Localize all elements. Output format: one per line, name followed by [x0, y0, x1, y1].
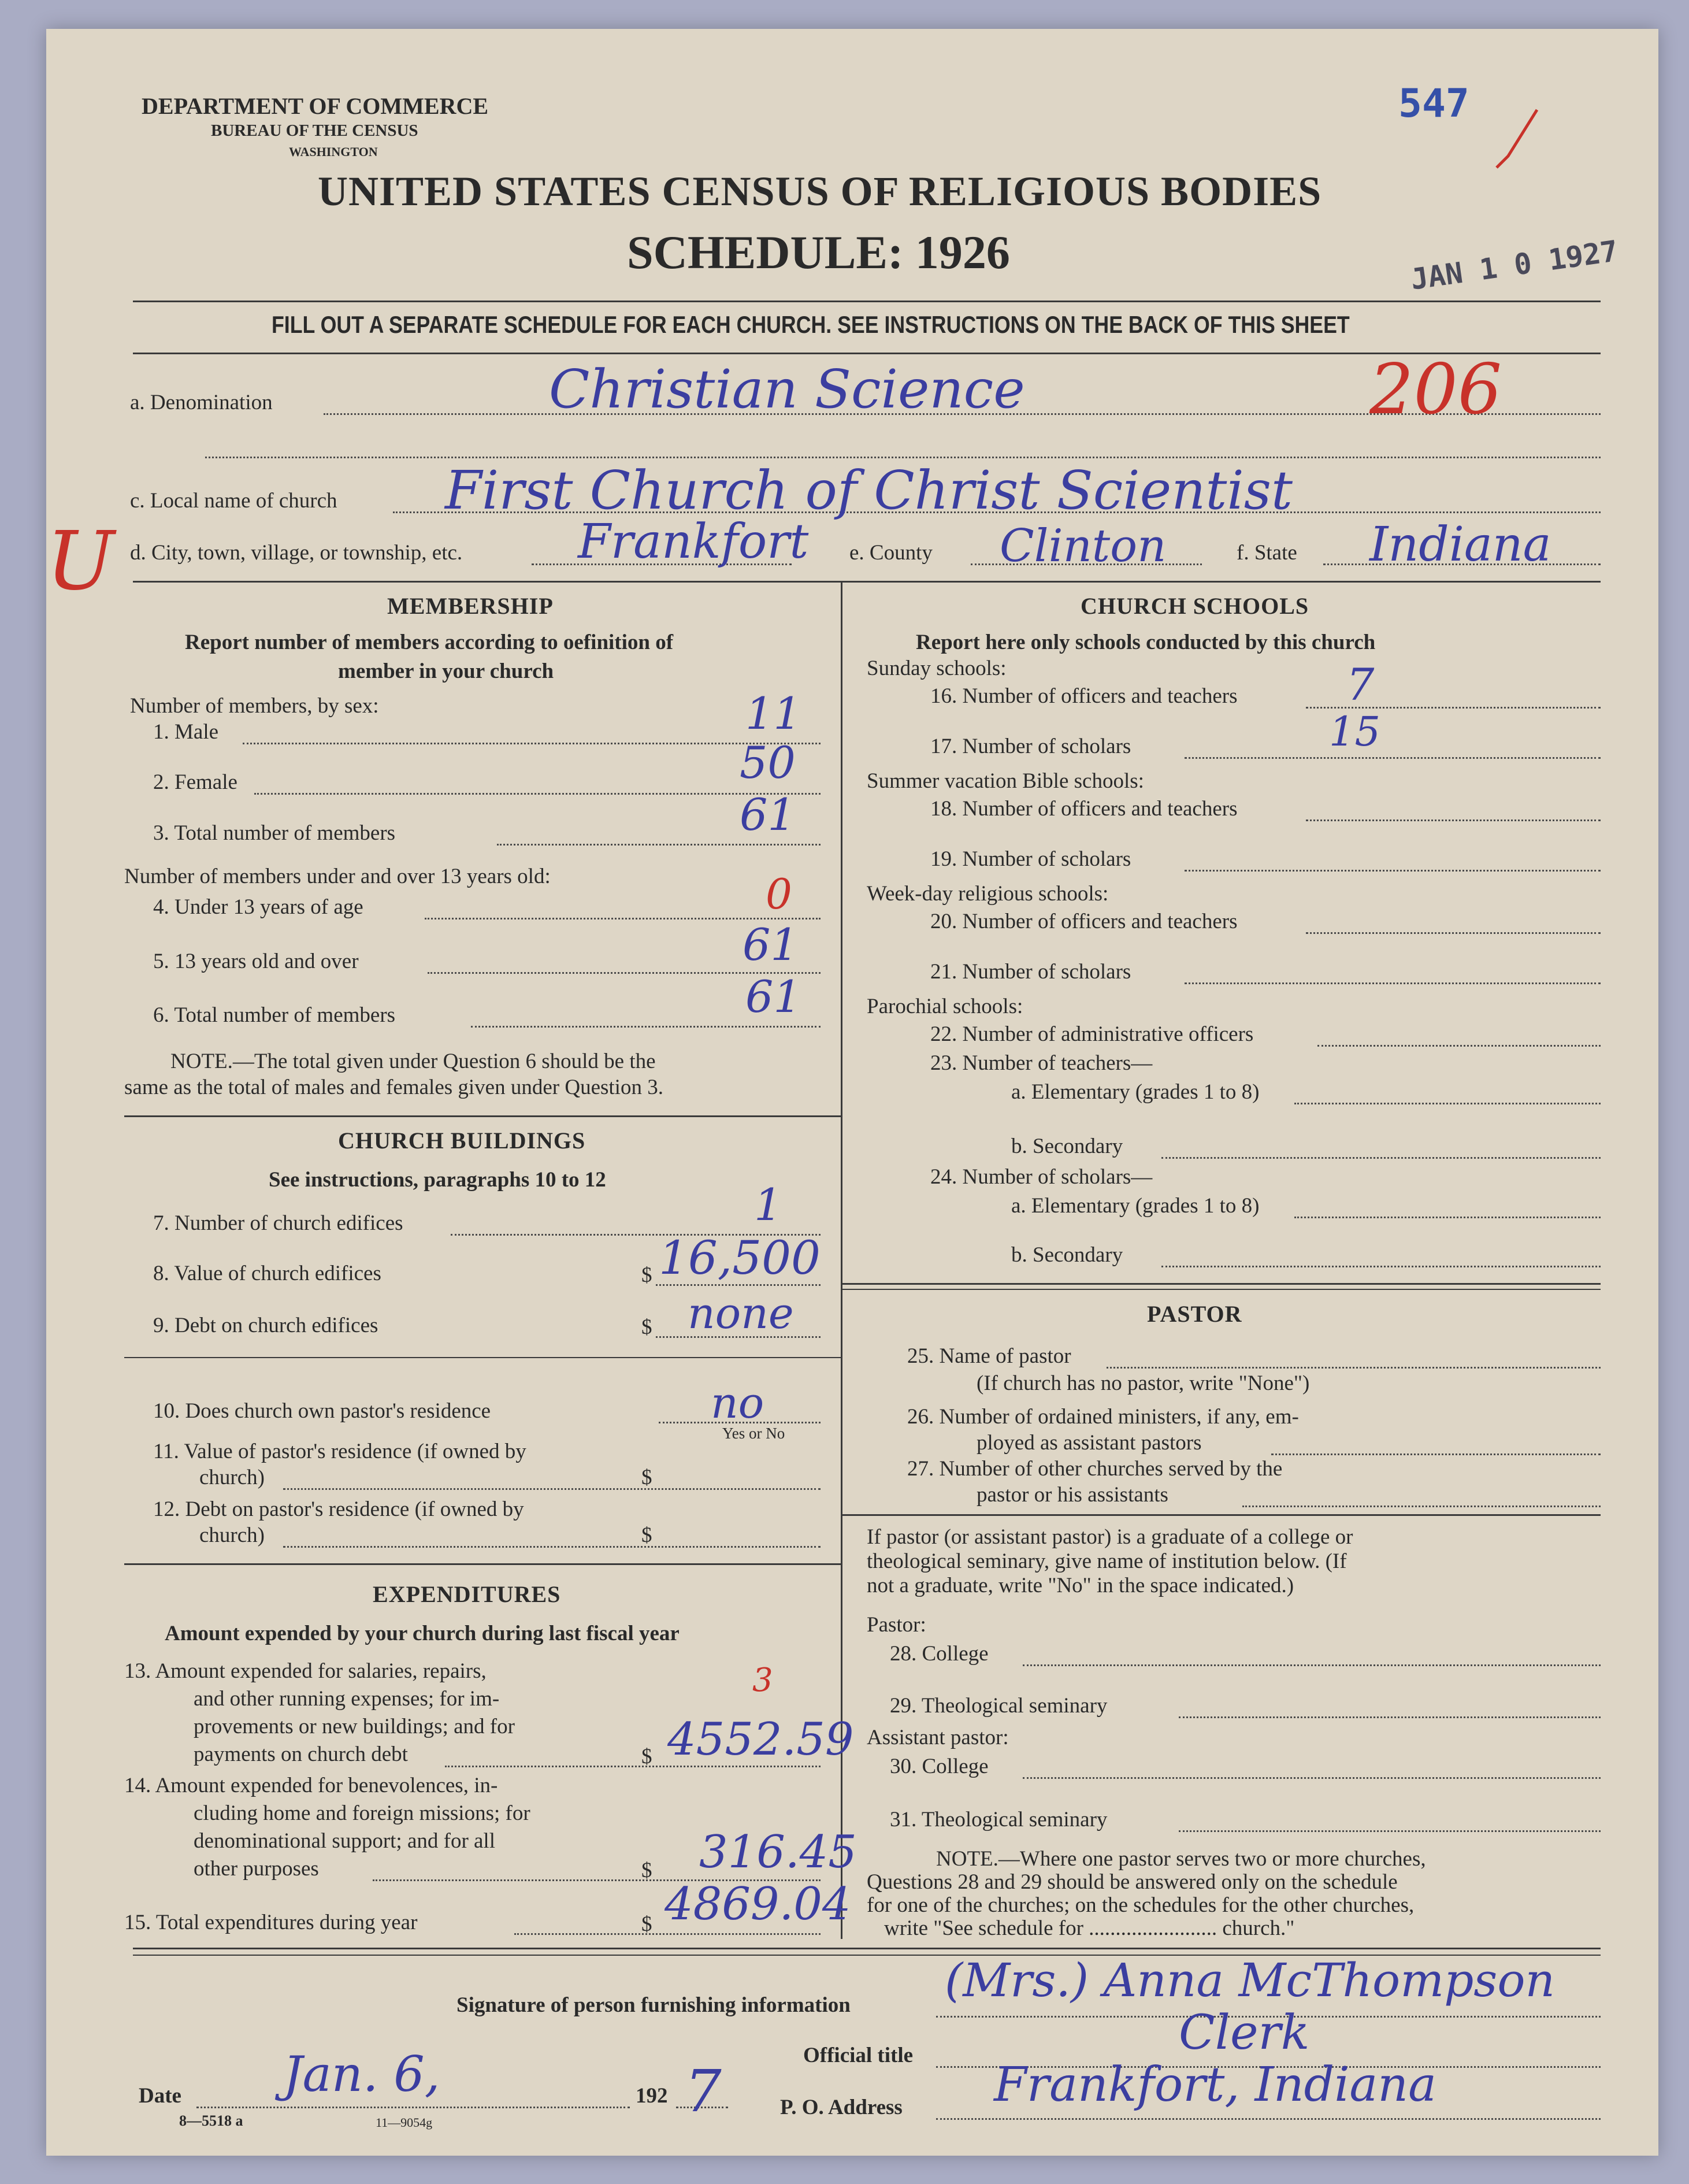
form-instruction: FILL OUT A SEPARATE SCHEDULE FOR EACH CHURCH. SEE INSTRUCTIONS ON THE BACK OF THIS SHEET [272, 311, 1350, 338]
q9-label: 9. Debt on church edifices [153, 1314, 378, 1337]
q17-value[interactable]: 15 [1329, 708, 1381, 755]
q13-label-1: 13. Amount expended for salaries, repairs, [124, 1659, 487, 1683]
q26-label-1: 26. Number of ordained ministers, if any, em- [907, 1405, 1299, 1429]
q13-label-2: and other running expenses; for im- [194, 1687, 500, 1711]
week-label: Week-day religious schools: [867, 882, 1109, 906]
buildings-subtitle: See instructions, paragraphs 10 to 12 [269, 1168, 606, 1192]
q7-value[interactable]: 1 [754, 1179, 782, 1230]
q10-hint: Yes or No [722, 1425, 785, 1442]
q11-line [283, 1488, 821, 1490]
print-number: 11—9054g [376, 2115, 433, 2130]
q8-dollar: $ [641, 1263, 652, 1287]
q14-label-3: denominational support; and for all [194, 1829, 495, 1853]
q27-label-1: 27. Number of other churches served by the [907, 1457, 1283, 1481]
q14-dollar: $ [641, 1859, 652, 1882]
q15-line [514, 1933, 821, 1935]
q25-label: 25. Name of pastor [907, 1344, 1071, 1368]
date-line [196, 2107, 630, 2108]
membership-subtitle-1: Report number of members according to oefinition of [185, 631, 674, 654]
q4-value[interactable]: 0 [766, 870, 792, 918]
buildings-rule [124, 1563, 841, 1565]
q14-label-2: cluding home and foreign missions; for [194, 1801, 530, 1825]
q1-label: 1. Male [153, 720, 219, 744]
q14-label-1: 14. Amount expended for benevolences, in- [124, 1774, 498, 1797]
q9-value[interactable]: none [688, 1289, 794, 1338]
signature-rule [133, 1948, 1601, 1949]
county-value[interactable]: Clinton [1000, 520, 1167, 572]
q20-label: 20. Number of officers and teachers [930, 910, 1238, 933]
expenditures-subtitle: Amount expended by your church during last fiscal year [165, 1622, 680, 1645]
q23-label: 23. Number of teachers— [930, 1051, 1153, 1075]
pastor-note-1: NOTE.—Where one pastor serves two or more churches, [936, 1847, 1426, 1871]
q6-line [471, 1026, 821, 1028]
pastor-rule [841, 1514, 1601, 1516]
q23a-label: a. Elementary (grades 1 to 8) [1011, 1080, 1260, 1104]
buildings-split-rule [124, 1357, 841, 1358]
membership-title: MEMBERSHIP [387, 593, 554, 619]
q11-dollar: $ [641, 1466, 652, 1489]
q13-value[interactable]: 4552.59 [667, 1714, 854, 1766]
q8-label: 8. Value of church edifices [153, 1262, 381, 1285]
q26-label-2: ployed as assistant pastors [977, 1431, 1202, 1455]
q6-value[interactable]: 61 [745, 971, 801, 1022]
q6-label: 6. Total number of members [153, 1003, 396, 1027]
date-year-prefix: 192 [636, 2084, 668, 2108]
q9-dollar: $ [641, 1315, 652, 1339]
q14-label-4: other purposes [194, 1857, 319, 1881]
q13-line [445, 1766, 821, 1767]
q1-line [243, 743, 821, 744]
census-schedule-sheet [46, 29, 1658, 2156]
membership-note-2: same as the total of males and females given under Question 3. [124, 1076, 663, 1099]
q17-label: 17. Number of scholars [930, 735, 1131, 758]
ident-rule [133, 581, 1601, 583]
q24b-label: b. Secondary [1011, 1243, 1123, 1267]
q7-label: 7. Number of church edifices [153, 1211, 403, 1235]
q19-line [1185, 870, 1601, 872]
q21-line [1185, 982, 1601, 984]
local-name-value[interactable]: First Church of Christ Scientist [445, 459, 1293, 521]
q13-label-3: provements or new buildings; and for [194, 1715, 515, 1738]
q2-line [254, 793, 821, 795]
q24a-label: a. Elementary (grades 1 to 8) [1011, 1194, 1260, 1218]
q10-value[interactable]: no [711, 1378, 764, 1428]
q31-label: 31. Theological seminary [890, 1808, 1108, 1831]
denomination-value[interactable]: Christian Science [549, 358, 1025, 420]
signature-label: Signature of person furnishing information [456, 1993, 851, 2017]
q14-value[interactable]: 316.45 [699, 1826, 857, 1878]
date-year-value[interactable]: 7 [685, 2057, 722, 2125]
q17-line [1185, 757, 1601, 759]
q16-label: 16. Number of officers and teachers [930, 684, 1238, 708]
assistant-sub-label: Assistant pastor: [867, 1726, 1009, 1749]
form-subtitle: SCHEDULE: 1926 [627, 226, 1010, 279]
q13-dollar: $ [641, 1745, 652, 1768]
pastor-sub-label: Pastor: [867, 1613, 926, 1637]
q27-line [1242, 1506, 1601, 1507]
q10-label: 10. Does church own pastor's residence [153, 1399, 491, 1423]
q18-line [1306, 820, 1601, 821]
schools-rule [841, 1283, 1601, 1285]
q3-label: 3. Total number of members [153, 821, 396, 845]
q27-label-2: pastor or his assistants [977, 1483, 1168, 1507]
official-title-label: Official title [803, 2044, 914, 2067]
q3-value[interactable]: 61 [740, 789, 796, 840]
q29-line [1179, 1716, 1601, 1718]
q16-value[interactable]: 7 [1346, 659, 1375, 710]
q20-line [1306, 932, 1601, 934]
q12-dollar: $ [641, 1523, 652, 1547]
q31-line [1179, 1830, 1601, 1832]
q11-label-2: church) [199, 1466, 265, 1489]
q12-label-1: 12. Debt on pastor's residence (if owned by [153, 1497, 524, 1521]
q25-line [1107, 1367, 1601, 1369]
q15-value[interactable]: 4869.04 [665, 1878, 851, 1930]
q12-label-2: church) [199, 1523, 265, 1547]
po-address-line [936, 2118, 1601, 2120]
form-title: UNITED STATES CENSUS OF RELIGIOUS BODIES [318, 168, 1322, 214]
membership-rule [124, 1115, 841, 1117]
membership-note-1: NOTE.—The total given under Question 6 should be the [170, 1050, 656, 1073]
pastor-note-4: write "See schedule for ........................ church." [884, 1916, 1295, 1940]
po-address-value[interactable]: Frankfort, Indiana [994, 2057, 1436, 2112]
q4-label: 4. Under 13 years of age [153, 895, 363, 919]
grad-instruction-2: theological seminary, give name of institution below. (If [867, 1549, 1347, 1573]
summer-label: Summer vacation Bible schools: [867, 769, 1144, 793]
q2-value[interactable]: 50 [740, 737, 796, 788]
q5-label: 5. 13 years old and over [153, 950, 359, 973]
dept-name: DEPARTMENT OF COMMERCE [142, 93, 489, 119]
date-value[interactable]: Jan. 6, [283, 2046, 440, 2103]
pastor-note-2: Questions 28 and 29 should be answered only on the schedule [867, 1870, 1398, 1894]
q30-line [1023, 1777, 1601, 1779]
q13-correction: 3 [752, 1662, 773, 1699]
state-label: f. State [1237, 541, 1297, 565]
city-value[interactable]: Frankfort [578, 514, 809, 569]
q2-label: 2. Female [153, 770, 237, 794]
q18-label: 18. Number of officers and teachers [930, 797, 1238, 821]
form-number: 8—5518 a [179, 2112, 243, 2129]
by-sex-label: Number of members, by sex: [130, 694, 379, 718]
q12-line [283, 1546, 821, 1548]
stamp-number: 547 [1398, 81, 1469, 127]
q24-label: 24. Number of scholars— [930, 1165, 1153, 1189]
q28-line [1023, 1664, 1601, 1666]
bureau-name: BUREAU OF THE CENSUS [211, 121, 418, 140]
q23b-label: b. Secondary [1011, 1134, 1123, 1158]
paro-label: Parochial schools: [867, 995, 1023, 1018]
q19-label: 19. Number of scholars [930, 847, 1131, 871]
sunday-label: Sunday schools: [867, 657, 1007, 680]
state-value[interactable]: Indiana [1369, 517, 1551, 572]
pastor-title: PASTOR [1147, 1301, 1242, 1327]
q3-line [497, 844, 821, 846]
q15-dollar: $ [641, 1912, 652, 1936]
membership-subtitle-2: member in your church [338, 659, 554, 683]
county-label: e. County [849, 541, 933, 565]
schools-title: CHURCH SCHOOLS [1081, 593, 1309, 619]
header-rule-top [133, 301, 1601, 302]
denomination-code: 206 [1369, 350, 1502, 430]
schools-subtitle: Report here only schools conducted by this church [916, 631, 1376, 654]
received-date-stamp: JAN 1 0 1927 [1408, 234, 1620, 296]
q21-label: 21. Number of scholars [930, 960, 1131, 984]
q15-label: 15. Total expenditures during year [124, 1911, 418, 1934]
date-label: Date [139, 2084, 181, 2108]
pastor-note-3: for one of the churches; on the schedules for the other churches, [867, 1893, 1415, 1917]
age-head: Number of members under and over 13 years old: [124, 865, 551, 888]
local-name-label: c. Local name of church [130, 489, 337, 513]
denomination-label: a. Denomination [130, 391, 273, 414]
q26-line [1271, 1453, 1601, 1455]
grad-instruction-1: If pastor (or assistant pastor) is a graduate of a college or [867, 1525, 1353, 1549]
q24a-line [1294, 1217, 1601, 1218]
q30-label: 30. College [890, 1755, 989, 1778]
official-title-value[interactable]: Clerk [1179, 2005, 1310, 2060]
bureau-city: WASHINGTON [289, 144, 378, 159]
q23b-line [1161, 1157, 1601, 1159]
buildings-title: CHURCH BUILDINGS [338, 1128, 586, 1154]
po-address-label: P. O. Address [780, 2096, 903, 2119]
q13-label-4: payments on church debt [194, 1742, 408, 1766]
q23a-line [1294, 1103, 1601, 1104]
q8-value[interactable]: 16,500 [659, 1231, 821, 1285]
denomination-line-2 [205, 457, 1601, 458]
u-mark: U [46, 514, 114, 609]
q28-label: 28. College [890, 1642, 989, 1666]
q22-label: 22. Number of administrative officers [930, 1022, 1254, 1046]
q29-label: 29. Theological seminary [890, 1694, 1108, 1718]
q11-label-1: 11. Value of pastor's residence (if owned by [153, 1440, 526, 1463]
grad-instruction-3: not a graduate, write "No" in the space indicated.) [867, 1574, 1294, 1597]
q25-note: (If church has no pastor, write "None") [977, 1371, 1310, 1395]
q22-line [1317, 1045, 1601, 1047]
expenditures-title: EXPENDITURES [373, 1581, 561, 1607]
q5-value[interactable]: 61 [743, 919, 799, 970]
check-mark-icon [1491, 104, 1543, 179]
city-label: d. City, town, village, or township, etc. [130, 541, 463, 565]
q24b-line [1161, 1266, 1601, 1267]
signature-value[interactable]: (Mrs.) Anna McThompson [945, 1953, 1556, 2007]
schools-rule-2 [841, 1289, 1601, 1290]
q1-value[interactable]: 11 [745, 688, 801, 739]
